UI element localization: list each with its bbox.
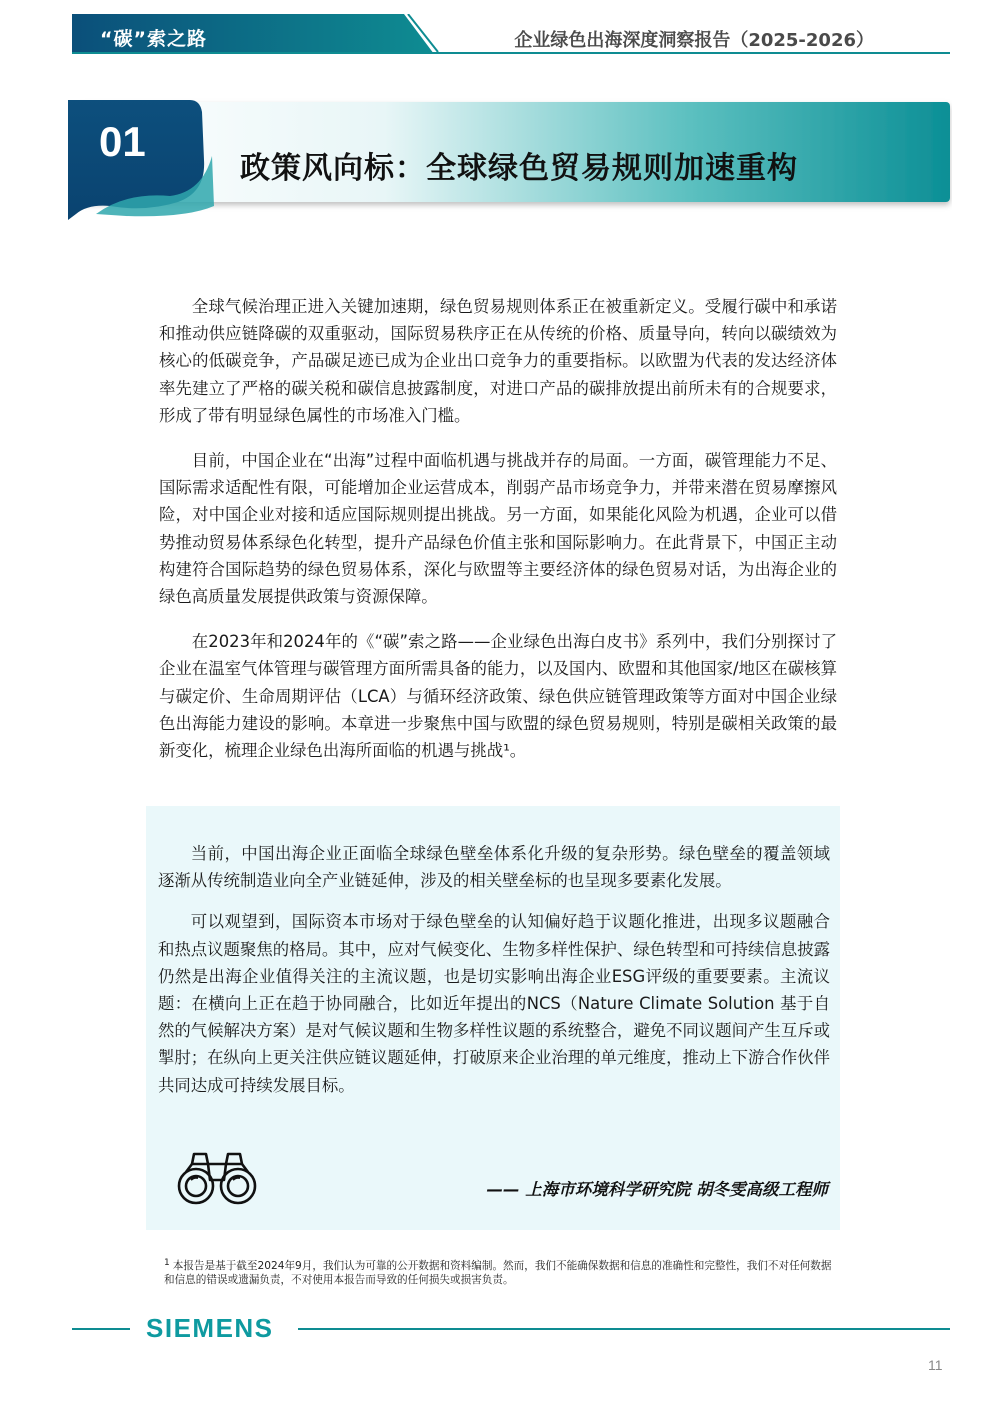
- chapter-title: 政策风向标：全球绿色贸易规则加速重构: [240, 151, 798, 186]
- body-paragraph: 目前，中国企业在“出海”过程中面临机遇与挑战并存的局面。一方面，碳管理能力不足、国际需求适配性有限，可能增加企业运营成本，削弱产品市场竞争力，并带来潜在贸易摩擦风险，对中国企业对接和适应国际规则提出挑战。另一方面，如果能化风险为机遇，企业可以借势推动贸易体系绿色化转型，提升产品绿色价值主张和国际影响力。在此背景下，中国正主动构建符合国际趋势的绿色贸易体系，深化与欧盟等主要经济体的绿色贸易对话，为出海企业的绿色高质量发展提供政策与资源保障。: [159, 451, 837, 607]
- body-text: [159, 293, 837, 782]
- body-paragraph: 全球气候治理正进入关键加速期，绿色贸易规则体系正在被重新定义。受履行碳中和承诺和推动供应链降碳的双重驱动，国际贸易秩序正在从传统的价格、质量导向，转向以碳绩效为核心的低碳竞争，产品碳足迹已成为企业出口竞争力的重要指标。以欧盟为代表的发达经济体率先建立了严格的碳关税和碳信息披露制度，对进口产品的碳排放提出前所未有的合规要求，形成了带有明显绿色属性的市场准入门槛。: [159, 297, 837, 425]
- quote-author: —— 上海市环境科学研究院 胡冬雯高级工程师: [486, 1180, 828, 1199]
- chapter-number: 01: [99, 118, 146, 165]
- quote-paragraph: 当前，中国出海企业正面临全球绿色壁垒体系化升级的复杂形势。绿色壁垒的覆盖领域逐渐从传统制造业向全产业链延伸，涉及的相关壁垒标的也呈现多要素化发展。: [158, 844, 830, 891]
- page-number: 11: [928, 1357, 943, 1373]
- footnote-text: 本报告是基于截至2024年9月，我们认为可靠的公开数据和资料编制。然而，我们不能确保数据和信息的准确性和完整性，我们不对任何数据和信息的错误或遗漏负责，不对使用本报告而导致的任何损失或损害负责。: [164, 1260, 832, 1286]
- header-right-title: 企业绿色出海深度洞察报告（2025-2026）: [514, 30, 874, 51]
- header-left-title: “碳”索之路: [100, 28, 207, 50]
- body-paragraph: 在2023年和2024年的《“碳”索之路——企业绿色出海白皮书》系列中，我们分别探讨了企业在温室气体管理与碳管理方面所需具备的能力，以及国内、欧盟和其他国家/地区在碳核算与碳定价、生命周期评估（LCA）与循环经济政策、绿色供应链管理政策等方面对中国企业绿色出海能力建设的影响。本章进一步聚焦中国与欧盟的绿色贸易规则，特别是碳相关政策的最新变化，梳理企业绿色出海所面临的机遇与挑战¹。: [159, 632, 837, 761]
- footer-rule-left: [72, 1328, 130, 1330]
- quote-paragraph: 可以观望到，国际资本市场对于绿色壁垒的认知偏好趋于议题化推进，出现多议题融合和热点议题聚焦的格局。其中，应对气候变化、生物多样性保护、绿色转型和可持续信息披露仍然是出海企业值得关注的主流议题，也是切实影响出海企业ESG评级的重要要素。主流议题：在横向上正在趋于协同融合，比如近年提出的NCS（Nature Climate Solution 基于自然的气候解决方案）是对气候议题和生物多样性议题的系统整合，避免不同议题间产生互斥或掣肘；在纵向上更关注供应链议题延伸，打破原来企业治理的单元维度，推动上下游合作伙伴共同达成可持续发展目标。: [158, 912, 831, 1095]
- quote-box: [146, 806, 840, 1230]
- footnote: [164, 1256, 834, 1287]
- footer-rule-right: [298, 1328, 950, 1330]
- siemens-logo: SIEMENS: [146, 1313, 274, 1343]
- binoculars-icon: [174, 1150, 260, 1210]
- quote-text: [158, 840, 830, 1113]
- footnote-marker: 1: [164, 1258, 170, 1268]
